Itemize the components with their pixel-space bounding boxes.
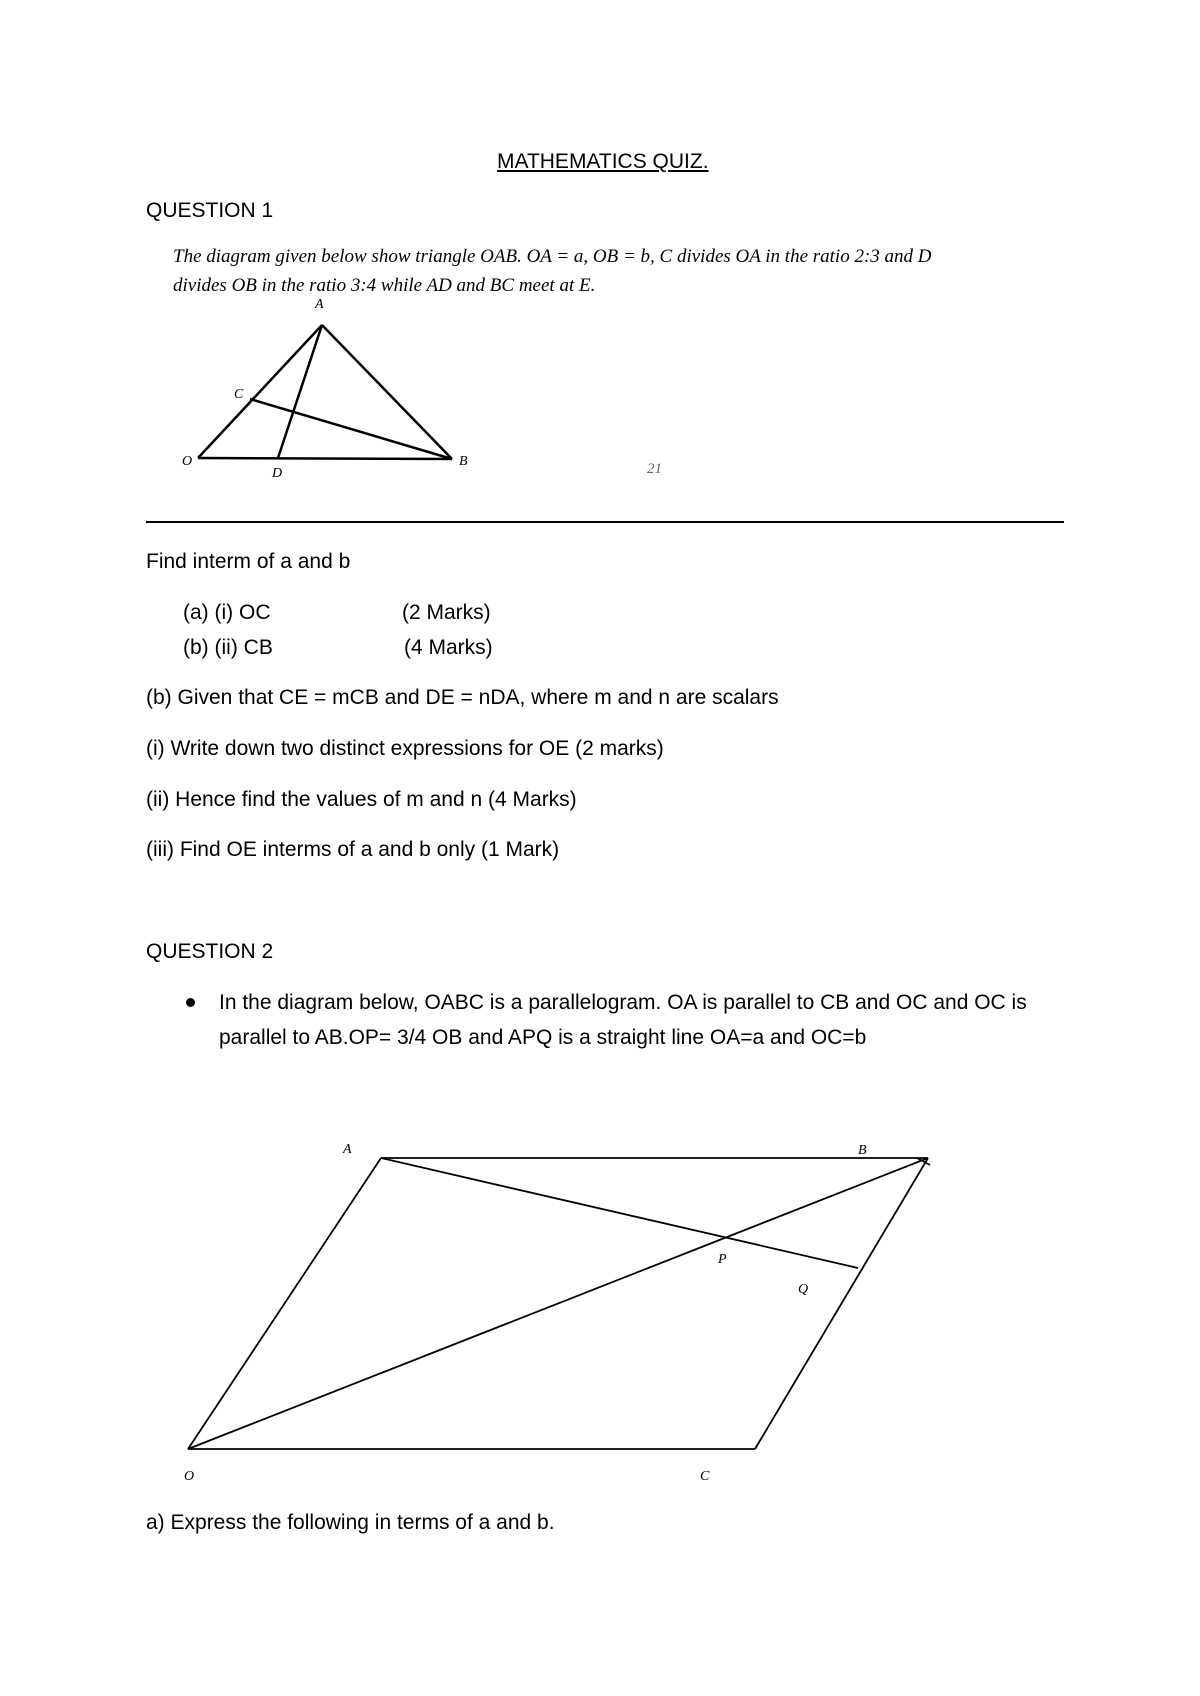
horizontal-divider [146,521,1064,523]
side-bc [755,1158,928,1449]
page-title: MATHEMATICS QUIZ. [497,150,709,173]
part-a-marks: (2 Marks) [402,601,491,624]
label-b: B [459,454,468,469]
label-p: P [718,1252,727,1267]
express-instruction: a) Express the following in terms of a and b. [146,1511,555,1534]
label-d: D [272,466,283,481]
label-a: A [343,1142,352,1157]
find-instruction: Find interm of a and b [146,550,351,573]
question-1-intro-line-2: divides OB in the ratio 3:4 while AD and BC meet at E. [173,275,596,296]
label-o: O [182,454,193,469]
sub-part-ii: (ii) Hence find the values of m and n (4 Marks) [146,788,577,811]
question-2-line-1: In the diagram below, OABC is a parallelogram. OA is parallel to CB and OC and OC is [219,991,1027,1014]
side-oa [188,1158,381,1449]
sub-part-iii: (iii) Find OE interms of a and b only (1 Mark) [146,838,560,861]
side-oa [198,325,322,458]
label-a: A [315,297,324,312]
label-o: O [184,1469,195,1484]
label-c: C [234,387,244,402]
sub-part-i: (i) Write down two distinct expressions for OE (2 marks) [146,737,664,760]
side-ob [198,458,452,459]
question-2-heading: QUESTION 2 [146,940,274,963]
page-number: 21 [647,461,662,477]
label-q: Q [798,1282,809,1297]
line-ad [278,325,322,458]
label-b: B [858,1143,867,1158]
given-statement: (b) Given that CE = mCB and DE = nDA, where m and n are scalars [146,686,779,709]
label-c: C [700,1469,710,1484]
question-2-line-2: parallel to AB.OP= 3/4 OB and APQ is a straight line OA=a and OC=b [219,1026,867,1049]
diagonal-ob [188,1158,928,1449]
bullet-icon [186,998,195,1007]
parallelogram-oabc-diagram [188,1158,930,1449]
part-a-label: (a) (i) OC [183,601,271,624]
part-b-label: (b) (ii) CB [183,636,273,659]
question-1-heading: QUESTION 1 [146,199,274,222]
part-b-marks: (4 Marks) [404,636,493,659]
question-1-intro-line-1: The diagram given below show triangle OAB. OA = a, OB = b, C divides OA in the ratio 2:3 and D [173,246,932,267]
